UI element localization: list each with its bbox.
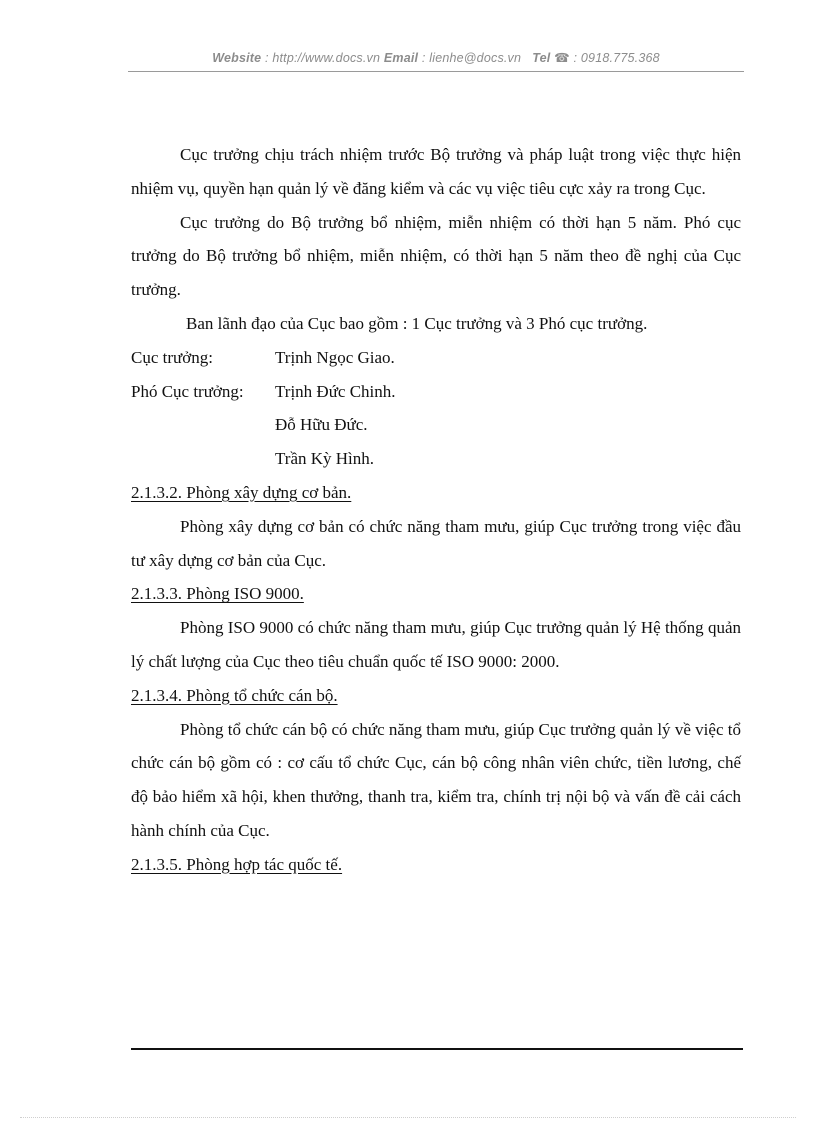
website-url[interactable]: http://www.docs.vn [272, 51, 381, 65]
paragraph-leadership: Ban lãnh đạo của Cục bao gồm : 1 Cục trưởng và 3 Phó cục trưởng. [186, 313, 648, 333]
section-heading-2134 [131, 679, 741, 713]
phone-number: 0918.775.368 [580, 51, 660, 65]
section-heading-text: 2.1.3.3. Phòng ISO 9000. [131, 584, 304, 604]
website-label: Website [212, 51, 262, 65]
paragraph-appointment: Cục trưởng do Bộ trưởng bổ nhiệm, miễn nhiệm có thời hạn 5 năm. Phó cục trưởng do Bộ trưởng bổ nhiệm, miễn nhiệm, có thời hạn 5 năm theo đề nghị của Cục trưởng. [131, 212, 741, 300]
section-text-2134: Phòng tổ chức cán bộ có chức năng tham mưu, giúp Cục trưởng quản lý về việc tổ chức cán bộ gồm có : cơ cấu tổ chức Cục, cán bộ công nhân viên chức, tiền lương, chế độ bảo hiểm xã hội, khen thưởng, thanh tra, kiểm tra, chính trị nội bộ và vấn đề cải cách hành chính của Cục. [131, 719, 741, 840]
section-heading-text: 2.1.3.4. Phòng tổ chức cán bộ. [131, 685, 338, 705]
page-header [128, 50, 744, 65]
section-text-2133: Phòng ISO 9000 có chức năng tham mưu, giúp Cục trưởng quản lý Hệ thống quản lý chất lượng của Cục theo tiêu chuẩn quốc tế ISO 9000: 2000. [131, 618, 741, 671]
leader-row [131, 442, 741, 476]
leader-row [131, 375, 741, 409]
section-heading-text: 2.1.3.2. Phòng xây dựng cơ bản. [131, 482, 352, 502]
leader-name: Trịnh Đức Chinh. [275, 381, 396, 401]
website-separator: : [261, 51, 273, 65]
email-address[interactable]: lienhe@docs.vn [429, 51, 522, 65]
leader-name: Trần Kỳ Hình. [275, 449, 375, 469]
footer-divider [131, 1048, 743, 1050]
section-heading-text: 2.1.3.5. Phòng hợp tác quốc tế. [131, 854, 343, 874]
email-separator: : [418, 51, 430, 65]
email-label: Email [383, 51, 419, 65]
header-divider [128, 71, 744, 72]
leader-role: Phó Cục trưởng: [131, 381, 244, 401]
tel-label: Tel [532, 51, 551, 65]
page-edge-divider [20, 1117, 796, 1118]
section-heading-2135 [131, 848, 741, 882]
leader-role: Cục trưởng: [131, 347, 213, 367]
section-heading-2132 [131, 476, 741, 510]
leader-name: Đỗ Hữu Đức. [275, 415, 368, 435]
leader-role [131, 442, 275, 476]
document-body [131, 138, 741, 882]
section-heading-2133 [131, 577, 741, 611]
leader-name: Trịnh Ngọc Giao. [275, 347, 395, 367]
section-text-2132: Phòng xây dựng cơ bản có chức năng tham mưu, giúp Cục trưởng trong việc đầu tư xây dựng cơ bản của Cục. [131, 516, 741, 570]
phone-icon: ☎ [554, 51, 570, 65]
leader-role [131, 408, 275, 442]
leader-row [131, 408, 741, 442]
tel-separator: : [569, 51, 581, 65]
leader-row [131, 341, 741, 375]
paragraph-responsibility: Cục trưởng chịu trách nhiệm trước Bộ trưởng và pháp luật trong việc thực hiện nhiệm vụ, quyền hạn quản lý về đăng kiểm và các vụ việc tiêu cực xảy ra trong Cục. [131, 145, 741, 198]
